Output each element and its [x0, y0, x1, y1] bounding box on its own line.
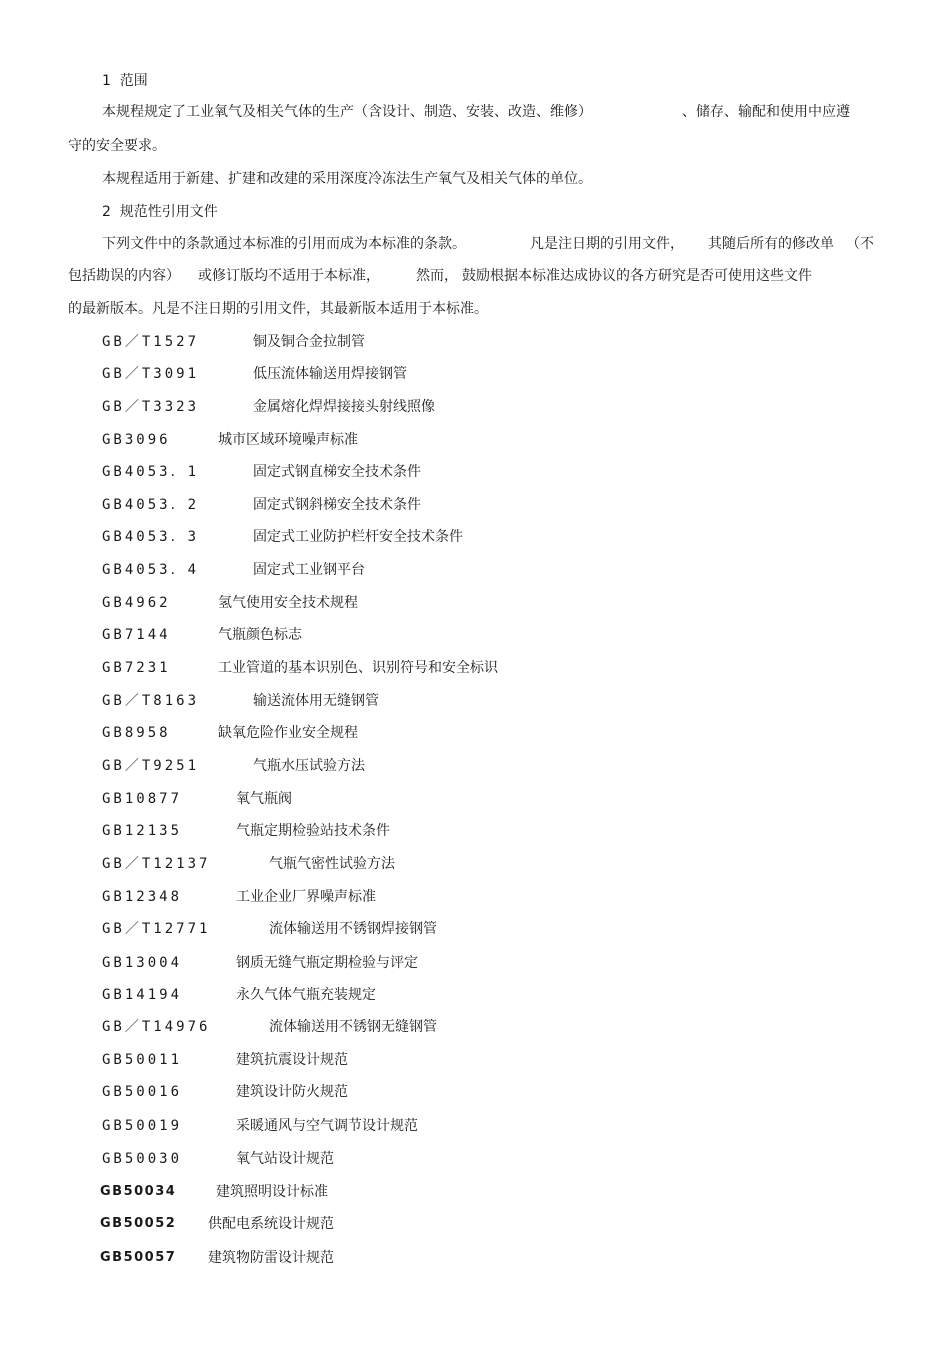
standard-title: 氢气使用安全技术规程 [218, 595, 358, 611]
standard-code: GB50034 [100, 1184, 177, 1199]
standard-code: GB／T14976 [102, 1019, 211, 1035]
standard-title: 工业管道的基本识别色、识别符号和安全标识 [218, 660, 498, 676]
section-1-heading: 1 范围 [102, 73, 148, 89]
standard-title: 输送流体用无缝钢管 [253, 693, 379, 709]
standard-title: 低压流体输送用焊接钢管 [253, 366, 407, 382]
standard-code: GB14194 [102, 987, 183, 1003]
standard-title: 铜及铜合金拉制管 [253, 334, 365, 350]
standard-code: GB4053．1 [102, 464, 200, 480]
section-1-paragraph-2: 本规程适用于新建、扩建和改建的采用深度冷冻法生产氧气及相关气体的单位。 [102, 171, 592, 187]
standard-code: GB50057 [100, 1250, 177, 1265]
standard-title: 钢质无缝气瓶定期检验与评定 [236, 955, 418, 971]
standard-title: 固定式工业钢平台 [253, 562, 365, 578]
section-2-heading: 2 规范性引用文件 [102, 204, 218, 220]
standard-title: 金属熔化焊焊接接头射线照像 [253, 399, 435, 415]
standard-title: 建筑设计防火规范 [236, 1084, 348, 1100]
standard-title: 工业企业厂界噪声标准 [236, 889, 376, 905]
standard-title: 固定式工业防护栏杆安全技术条件 [253, 529, 463, 545]
section-2-paragraph-line-1d: （不 [846, 236, 874, 252]
standard-code: GB／T9251 [102, 758, 200, 774]
section-2-paragraph-line-1a: 下列文件中的条款通过本标准的引用而成为本标准的条款。 [102, 236, 466, 252]
standard-code: GB4053．4 [102, 562, 200, 578]
standard-title: 建筑照明设计标准 [216, 1184, 328, 1200]
section-2-paragraph-line-2a: 包括勘误的内容） [68, 268, 180, 284]
standard-code: GB4962 [102, 595, 171, 611]
standard-title: 流体输送用不锈钢焊接钢管 [269, 921, 437, 937]
section-2-paragraph-line-2c: 然而， [416, 268, 458, 284]
standard-code: GB50030 [102, 1151, 183, 1167]
standard-title: 固定式钢直梯安全技术条件 [253, 464, 421, 480]
standard-code: GB7231 [102, 660, 171, 676]
section-1-paragraph-1-line-1b: 、储存、输配和使用中应遵 [682, 104, 850, 120]
section-2-paragraph-line-1c: 其随后所有的修改单 [708, 236, 834, 252]
standard-code: GB3096 [102, 432, 171, 448]
standard-code: GB50052 [100, 1216, 177, 1231]
standard-title: 采暖通风与空气调节设计规范 [236, 1118, 418, 1134]
standard-code: GB／T3091 [102, 366, 200, 382]
standard-code: GB50019 [102, 1118, 183, 1134]
standard-code: GB／T12771 [102, 921, 211, 937]
standard-code: GB8958 [102, 725, 171, 741]
section-2-paragraph-line-2b: 或修订版均不适用于本标准， [198, 268, 380, 284]
standard-code: GB12348 [102, 889, 183, 905]
section-2-paragraph-line-2d: 鼓励根据本标准达成协议的各方研究是否可使用这些文件 [462, 268, 812, 284]
standard-title: 气瓶气密性试验方法 [269, 856, 395, 872]
standard-code: GB4053．2 [102, 497, 200, 513]
standard-title: 气瓶颜色标志 [218, 627, 302, 643]
standard-title: 建筑物防雷设计规范 [208, 1250, 334, 1266]
standard-code: GB50011 [102, 1052, 183, 1068]
standard-code: GB13004 [102, 955, 183, 971]
standard-title: 流体输送用不锈钢无缝钢管 [269, 1019, 437, 1035]
standard-title: 气瓶定期检验站技术条件 [236, 823, 390, 839]
section-2-paragraph-line-1b: 凡是注日期的引用文件， [530, 236, 684, 252]
standard-code: GB12135 [102, 823, 183, 839]
standard-code: GB7144 [102, 627, 171, 643]
standard-title: 建筑抗震设计规范 [236, 1052, 348, 1068]
standard-code: GB4053．3 [102, 529, 200, 545]
standard-title: 供配电系统设计规范 [208, 1216, 334, 1232]
standard-code: GB／T3323 [102, 399, 200, 415]
standard-code: GB／T1527 [102, 334, 200, 350]
standard-title: 城市区域环境噪声标准 [218, 432, 358, 448]
standard-title: 永久气体气瓶充装规定 [236, 987, 376, 1003]
section-1-paragraph-1-line-1a: 本规程规定了工业氧气及相关气体的生产（含设计、制造、安装、改造、维修） [102, 104, 592, 120]
standard-title: 氧气瓶阀 [236, 791, 292, 807]
standard-title: 缺氧危险作业安全规程 [218, 725, 358, 741]
standard-code: GB／T8163 [102, 693, 200, 709]
standard-title: 氧气站设计规范 [236, 1151, 334, 1167]
section-1-paragraph-1-line-2: 守的安全要求。 [68, 138, 166, 154]
standard-title: 气瓶水压试验方法 [253, 758, 365, 774]
standard-code: GB10877 [102, 791, 183, 807]
standard-code: GB／T12137 [102, 856, 211, 872]
section-2-paragraph-line-3: 的最新版本。凡是不注日期的引用文件，其最新版本适用于本标准。 [68, 301, 488, 317]
standard-code: GB50016 [102, 1084, 183, 1100]
standard-title: 固定式钢斜梯安全技术条件 [253, 497, 421, 513]
